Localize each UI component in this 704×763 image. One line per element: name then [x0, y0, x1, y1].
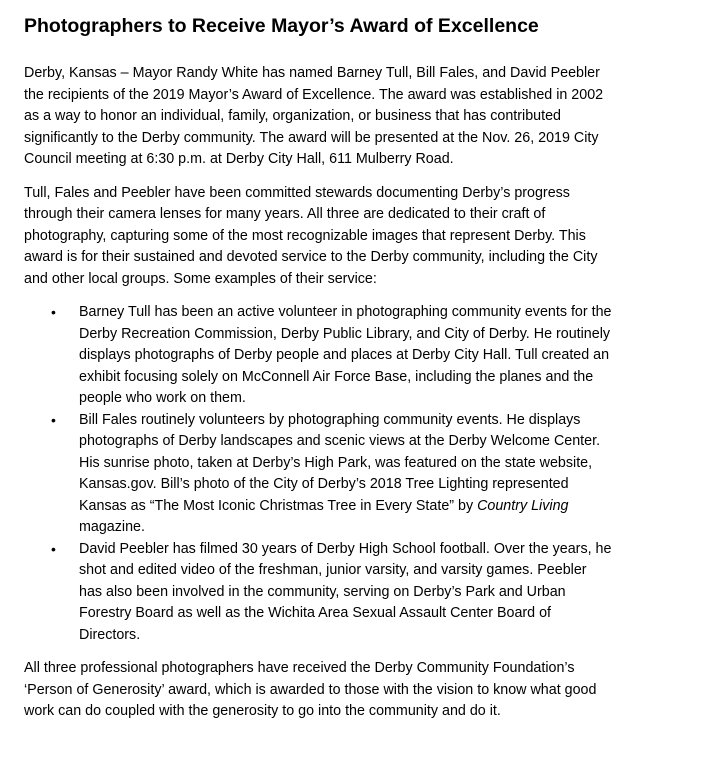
bullet-icon: •: [51, 411, 56, 428]
text-line: shot and edited video of the freshman, junior varsity, and varsity games. Peebler: [79, 562, 587, 578]
bullet-icon: •: [51, 304, 56, 320]
text-line: and other local groups. Some examples of their service:: [24, 270, 377, 287]
closing-paragraph: [24, 658, 680, 723]
text-line: award is for their sustained and devoted service to the Derby community, including the City: [24, 249, 598, 265]
text-line: as a way to honor an individual, family, organization, or business that has contributed: [24, 108, 561, 124]
service-examples-list: [24, 302, 680, 646]
text-line: [79, 496, 680, 518]
text-line: Bill Fales routinely volunteers by photographing community events. He displays: [79, 411, 581, 428]
text-line: the recipients of the 2019 Mayor’s Award of Excellence. The award was established in 2002: [24, 86, 604, 103]
text-line: Tull, Fales and Peebler have been committed stewards documenting Derby’s progress: [24, 184, 570, 201]
list-item-david-peebler: [51, 539, 680, 647]
text-line: work can do coupled with the generosity to go into the community and do it.: [24, 703, 501, 719]
list-item-barney-tull: [51, 302, 680, 410]
bullet-icon: •: [51, 540, 56, 557]
text-line: significantly to the Derby community. The award will be presented at the Nov. 26, 2019 City: [24, 129, 599, 146]
publication-name: Country Living: [477, 497, 569, 514]
text-line: magazine.: [79, 519, 145, 535]
text-line: through their camera lenses for many years. All three are dedicated to their craft of: [24, 206, 546, 222]
intro-paragraph: [24, 63, 680, 171]
text-run: Kansas as “The Most Iconic Christmas Tree in Every State” by: [79, 497, 478, 514]
text-line: Barney Tull has been an active volunteer in photographing community events for the: [79, 304, 612, 320]
stewards-paragraph: [24, 183, 680, 291]
text-line: Derby Recreation Commission, Derby Public Library, and City of Derby. He routinely: [79, 325, 611, 342]
text-line: has also been involved in the community, serving on Derby’s Park and Urban: [79, 583, 566, 600]
text-line: displays photographs of Derby people and places at Derby City Hall. Tull created an: [79, 347, 610, 363]
text-line: ‘Person of Generosity’ award, which is awarded to those with the vision to know what good: [24, 681, 597, 698]
list-item-bill-fales: [51, 410, 680, 539]
text-line: Derby, Kansas – Mayor Randy White has named Barney Tull, Bill Fales, and David Peebler: [24, 65, 600, 81]
text-line: Kansas.gov. Bill’s photo of the City of Derby’s 2018 Tree Lighting represented: [79, 476, 569, 492]
text-line: photographs of Derby landscapes and scenic views at the Derby Welcome Center.: [79, 433, 601, 449]
text-line: His sunrise photo, taken at Derby’s High Park, was featured on the state website,: [79, 454, 593, 471]
text-line: Council meeting at 6:30 p.m. at Derby City Hall, 611 Mulberry Road.: [24, 151, 454, 167]
text-line: exhibit focusing solely on McConnell Air Force Base, including the planes and the: [79, 368, 594, 385]
text-line: Directors.: [79, 626, 141, 643]
text-line: Forestry Board as well as the Wichita Area Sexual Assault Center Board of: [79, 605, 552, 621]
text-line: David Peebler has filmed 30 years of Derby High School football. Over the years, he: [79, 540, 612, 557]
text-line: All three professional photographers have received the Derby Community Foundation’s: [24, 660, 575, 676]
text-line: people who work on them.: [79, 390, 246, 406]
text-line: photography, capturing some of the most recognizable images that represent Derby. This: [24, 227, 586, 244]
page-title: Photographers to Receive Mayor’s Award of Excellence: [24, 15, 539, 37]
